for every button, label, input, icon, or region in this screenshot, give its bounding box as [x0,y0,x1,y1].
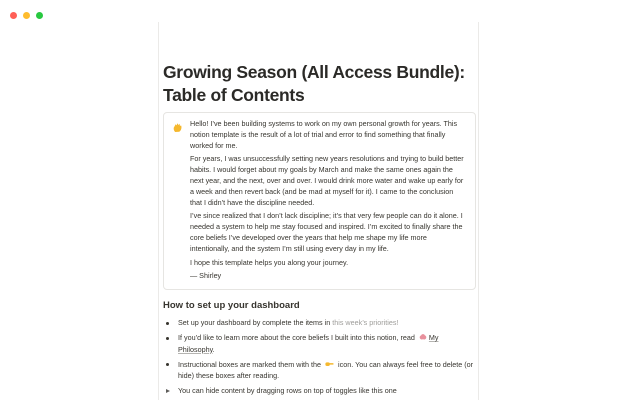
minimize-window-button[interactable] [23,12,30,19]
bullet-dot-icon [166,337,169,340]
list-item [163,360,476,382]
bullet-text-segment: Set up your dashboard by complete the items in [178,318,333,328]
window-controls [10,12,43,19]
page-preview-panel [158,22,479,400]
toggle-chevron-icon[interactable] [166,389,170,393]
bullet-text-segment: . [212,344,215,354]
toggle-label: You can hide content by dragging rows on top of toggles like this one [178,386,397,396]
page-title: Growing Season (All Access Bundle): Table of Contents [163,62,465,105]
callout-paragraph: Hello! I’ve been building systems to work on my own personal growth for years. This notion template is the result of a lot of trial and error to find something that finally worked for me. [190,119,458,150]
toggle-row[interactable] [163,386,476,397]
bullet-dot-icon [166,363,169,366]
list-item-text [178,333,476,355]
page-content [163,61,476,397]
callout-signature: — Shirley [190,271,222,281]
callout-paragraph: I’ve since realized that I don’t lack discipline; it’s that very few people can do it alone. I needed a system to help me stay focused and inspired. I’m excited to finally share the core beliefs I’ve developed over the years that help me shape my life more intentionally, and the system I’m still using every day in my life. [190,211,463,253]
list-item [163,333,476,355]
pointing-right-emoji-icon [325,360,334,372]
section-heading: How to set up your dashboard [163,300,300,312]
callout-paragraph: For years, I was unsuccessfully setting new years resolutions and trying to build better habits. I would forget about my goals by March and make the same ones again the next year, and the next, over and over. I would drink more water and wake up early for a week and then revert back (and be mad at myself for it). I came to the conclusion that I didn’t have the discipline needed. [190,154,464,207]
bullet-text-segment: If you’d like to learn more about the core beliefs I built into this notion, read [178,333,417,343]
list-item [163,318,476,329]
bulleted-list [163,318,476,397]
list-item-text [178,318,476,329]
callout-block [163,112,476,290]
zoom-window-button[interactable] [36,12,43,19]
brain-emoji-icon [419,333,427,345]
bullet-text-segment: Instructional boxes are marked them with the [178,359,324,369]
close-window-button[interactable] [10,12,17,19]
list-item-text [178,360,476,382]
this-weeks-priorities-link[interactable]: this week’s priorities! [332,318,399,328]
my-philosophy-link[interactable]: My Philosophy [178,333,439,354]
callout-text [190,119,466,282]
callout-paragraph: I hope this template helps you along your journey. [190,257,349,267]
waving-hand-emoji-icon [172,119,183,282]
bullet-text-segment: icon. You can always feel free to delete (or hide) these boxes after reading. [178,359,474,381]
bullet-dot-icon [166,322,169,325]
